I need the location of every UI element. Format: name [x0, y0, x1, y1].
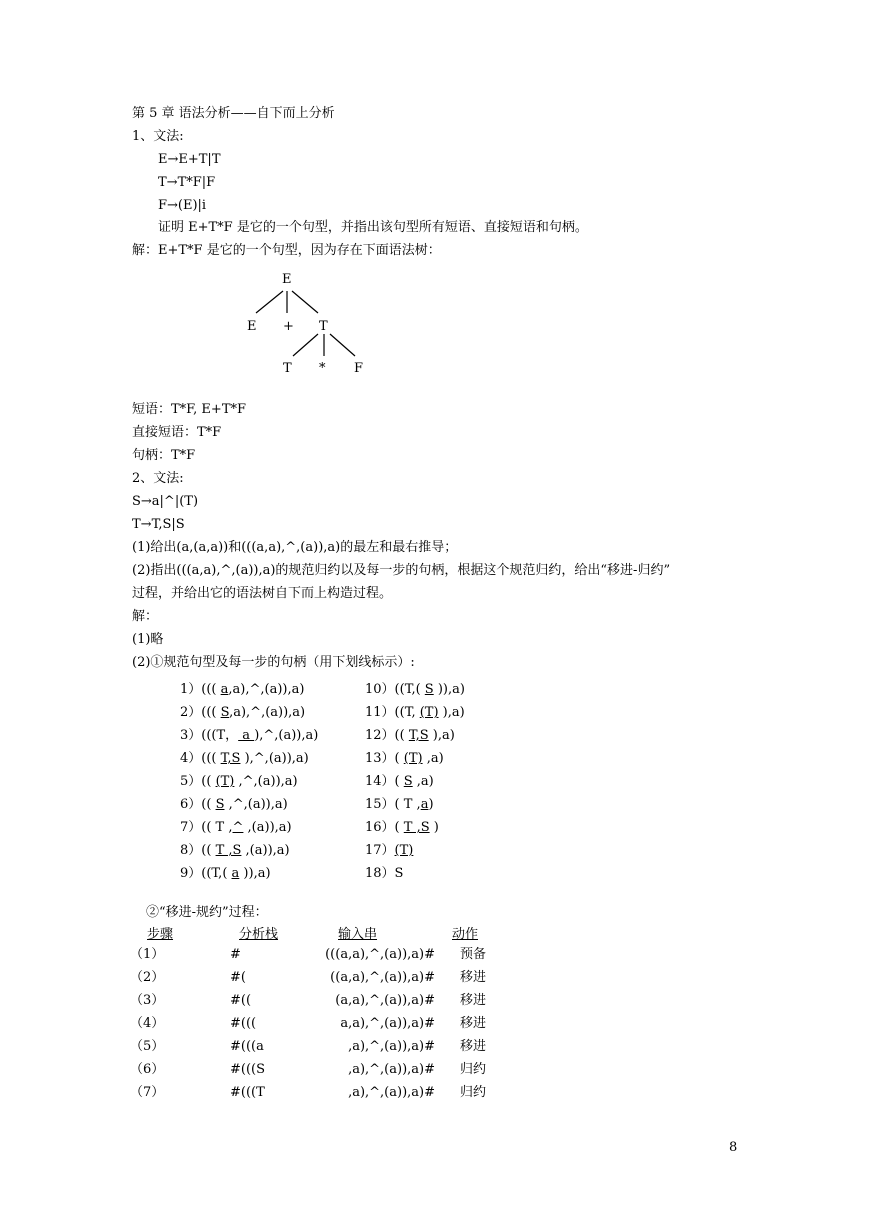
form-pre: ((: [201, 843, 216, 858]
table-header-step: 步骤: [147, 927, 174, 942]
tree-edge: [330, 334, 355, 356]
sentential-form-row: [365, 797, 434, 813]
form-n: 12）: [365, 728, 395, 743]
sentential-form-row: [180, 866, 271, 882]
q1-header: 1、文法:: [132, 129, 184, 144]
table-cell-step: （5）: [130, 1039, 165, 1054]
handle-underlined: a: [220, 682, 229, 697]
table-cell-input: (((a,a),^,(a)),a)#: [325, 947, 435, 962]
form-n: 17）: [365, 843, 395, 858]
tree-node-t: T: [319, 319, 328, 334]
form-post: ): [428, 797, 434, 812]
sentential-form-row: [365, 866, 403, 882]
tree-node-e: E: [247, 319, 257, 334]
handle-underlined: (T): [419, 705, 439, 720]
form-post: ),a): [438, 705, 465, 720]
q2-part2-line1: (2)指出(((a,a),^,(a)),a)的规范归约以及每一步的句柄，根据这个规范归约，给出“移进-归约”: [132, 563, 671, 578]
q2-header: 2、文法:: [132, 471, 184, 486]
q2-solution: 解：: [132, 609, 159, 624]
form-n: 10）: [365, 682, 395, 697]
form-pre: (: [394, 820, 404, 835]
table-cell-stack: #((: [230, 993, 252, 1008]
table-cell-input: ,a),^,(a)),a)#: [348, 1062, 435, 1077]
q2-part1: (1)给出(a,(a,a))和(((a,a),^,(a)),a)的最左和最右推导；: [132, 540, 458, 555]
table-cell-stack: #(((a: [230, 1039, 264, 1054]
handle-underlined: S: [424, 682, 434, 697]
table-cell-stack: #(((: [230, 1016, 257, 1031]
form-n: 4）: [180, 751, 202, 766]
table-cell-stack: #: [230, 947, 241, 962]
tree-edge: [293, 334, 318, 356]
sentential-form-row: [180, 751, 309, 767]
handle-underlined: ^: [232, 820, 244, 835]
sentential-form-row: [365, 820, 439, 836]
tree-node-root: E: [282, 272, 292, 287]
table-cell-step: （1）: [130, 947, 165, 962]
form-n: 2）: [180, 705, 202, 720]
form-n: 8）: [180, 843, 202, 858]
handle-underlined: (T): [403, 751, 423, 766]
handle-underlined: (T): [394, 843, 414, 858]
form-pre: ((T,(: [394, 682, 425, 697]
form-n: 5）: [180, 774, 202, 789]
table-cell-stack: #(: [230, 970, 246, 985]
q1-direct-phrases: 直接短语：T*F: [132, 425, 222, 440]
tree-edge: [256, 291, 283, 313]
handle-underlined: a: [420, 797, 429, 812]
form-pre: (((: [201, 751, 221, 766]
form-post: ,a),^,(a)),a): [229, 705, 306, 720]
form-n: 14）: [365, 774, 395, 789]
tree-node-plus: +: [283, 319, 294, 334]
form-n: 18）: [365, 866, 395, 881]
tree-node-t2: T: [283, 361, 292, 376]
form-pre: ((T,(: [201, 866, 232, 881]
table-cell-step: （3）: [130, 993, 165, 1008]
form-n: 11）: [365, 705, 395, 720]
table-cell-action: 归约: [460, 1085, 487, 1100]
form-pre: (: [394, 774, 404, 789]
handle-underlined: T ,S: [403, 820, 430, 835]
form-pre: ((: [201, 774, 216, 789]
form-pre: ( T ,: [394, 797, 421, 812]
form-n: 15）: [365, 797, 395, 812]
form-post: ),^,(a)),a): [240, 751, 309, 766]
form-post: ),^,(a)),a): [254, 728, 319, 743]
sentential-form-row: [365, 774, 434, 790]
form-post: ,^,(a)),a): [234, 774, 298, 789]
handle-underlined: a: [231, 866, 240, 881]
form-post: ,a): [412, 774, 434, 789]
handle-underlined: (T): [215, 774, 235, 789]
form-n: 3）: [180, 728, 202, 743]
table-cell-input: ((a,a),^,(a)),a)#: [330, 970, 435, 985]
form-post: ,(a)),a): [241, 843, 290, 858]
table-cell-input: (a,a),^,(a)),a)#: [335, 993, 435, 1008]
q2-part2-line2: 过程，并给出它的语法树自下而上构造过程。: [132, 586, 393, 601]
form-post: ): [429, 820, 439, 835]
form-post: )),a): [239, 866, 271, 881]
form-pre: S: [394, 866, 404, 881]
handle-underlined: T,S: [220, 751, 241, 766]
form-pre: ((: [394, 728, 409, 743]
table-cell-action: 移进: [460, 1039, 487, 1054]
table-cell-stack: #(((T: [230, 1085, 265, 1100]
q1-handle: 句柄：T*F: [132, 448, 196, 463]
table-header-action: 动作: [452, 927, 479, 942]
form-n: 16）: [365, 820, 395, 835]
table-cell-input: a,a),^,(a)),a)#: [340, 1016, 435, 1031]
q1-rule-2: T→T*F|F: [158, 175, 216, 190]
shift-reduce-title: ②“移进-规约”过程：: [146, 905, 268, 920]
sentential-form-row: [365, 705, 465, 721]
q2-rule-2: T→T,S|S: [132, 517, 185, 532]
handle-underlined: S: [220, 705, 230, 720]
form-pre: (((: [201, 682, 221, 697]
handle-underlined: S: [215, 797, 225, 812]
q1-rule-1: E→E+T|T: [158, 152, 221, 167]
handle-underlined: S: [403, 774, 413, 789]
form-post: ,a),^,(a)),a): [228, 682, 305, 697]
sentential-form-row: [180, 774, 298, 790]
form-pre: (( T ,: [201, 820, 233, 835]
handle-underlined: T ,S: [215, 843, 242, 858]
table-cell-input: ,a),^,(a)),a)#: [348, 1039, 435, 1054]
handle-underlined: a: [238, 728, 255, 743]
table-cell-action: 移进: [460, 1016, 487, 1031]
sentential-form-row: [180, 728, 318, 744]
table-header-input: 输入串: [338, 927, 378, 942]
q1-solution: 解：E+T*F 是它的一个句型，因为存在下面语法树：: [132, 243, 441, 258]
form-pre: (((: [201, 705, 221, 720]
form-pre: (: [394, 751, 404, 766]
tree-edge: [292, 291, 318, 313]
page-number: 8: [729, 1140, 738, 1155]
table-cell-step: （4）: [130, 1016, 165, 1031]
form-pre: (((T，: [201, 728, 239, 743]
handle-underlined: T,S: [408, 728, 429, 743]
form-n: 9）: [180, 866, 202, 881]
sentential-form-row: [180, 682, 304, 698]
sentential-form-row: [365, 751, 444, 767]
q1-rule-3: F→(E)|i: [158, 198, 207, 213]
q2-rule-1: S→a|^|(T): [132, 494, 199, 509]
table-cell-action: 归约: [460, 1062, 487, 1077]
q1-phrases: 短语：T*F, E+T*F: [132, 402, 247, 417]
sentential-form-row: [365, 682, 465, 698]
sentential-form-row: [180, 797, 288, 813]
tree-node-f: F: [354, 361, 364, 376]
table-header-stack: 分析栈: [239, 927, 279, 942]
sentential-form-row: [180, 820, 292, 836]
form-post: ,a): [422, 751, 444, 766]
table-cell-action: 移进: [460, 970, 487, 985]
form-pre: ((: [201, 797, 216, 812]
table-cell-action: 预备: [460, 947, 487, 962]
q2-ans2: (2)①规范句型及每一步的句柄（用下划线标示）:: [132, 655, 415, 670]
table-cell-input: ,a),^,(a)),a)#: [348, 1085, 435, 1100]
sentential-form-row: [180, 705, 305, 721]
table-cell-action: 移进: [460, 993, 487, 1008]
table-cell-step: （6）: [130, 1062, 165, 1077]
q1-task: 证明 E+T*F 是它的一个句型，并指出该句型所有短语、直接短语和句柄。: [158, 220, 588, 235]
table-cell-step: （7）: [130, 1085, 165, 1100]
form-n: 1）: [180, 682, 202, 697]
table-cell-stack: #(((S: [230, 1062, 266, 1077]
chapter-title: 第 5 章 语法分析——自下而上分析: [132, 106, 335, 121]
sentential-form-row: [365, 843, 413, 859]
form-n: 7）: [180, 820, 202, 835]
form-post: ),a): [428, 728, 455, 743]
sentential-form-row: [365, 728, 455, 744]
q2-ans1: (1)略: [132, 632, 164, 647]
form-post: ,^,(a)),a): [224, 797, 288, 812]
sentential-form-row: [180, 843, 290, 859]
form-post: ,(a)),a): [243, 820, 292, 835]
form-n: 13）: [365, 751, 395, 766]
form-pre: ((T,: [394, 705, 420, 720]
tree-node-star: *: [319, 361, 326, 376]
table-cell-step: （2）: [130, 970, 165, 985]
form-post: )),a): [433, 682, 465, 697]
form-n: 6）: [180, 797, 202, 812]
